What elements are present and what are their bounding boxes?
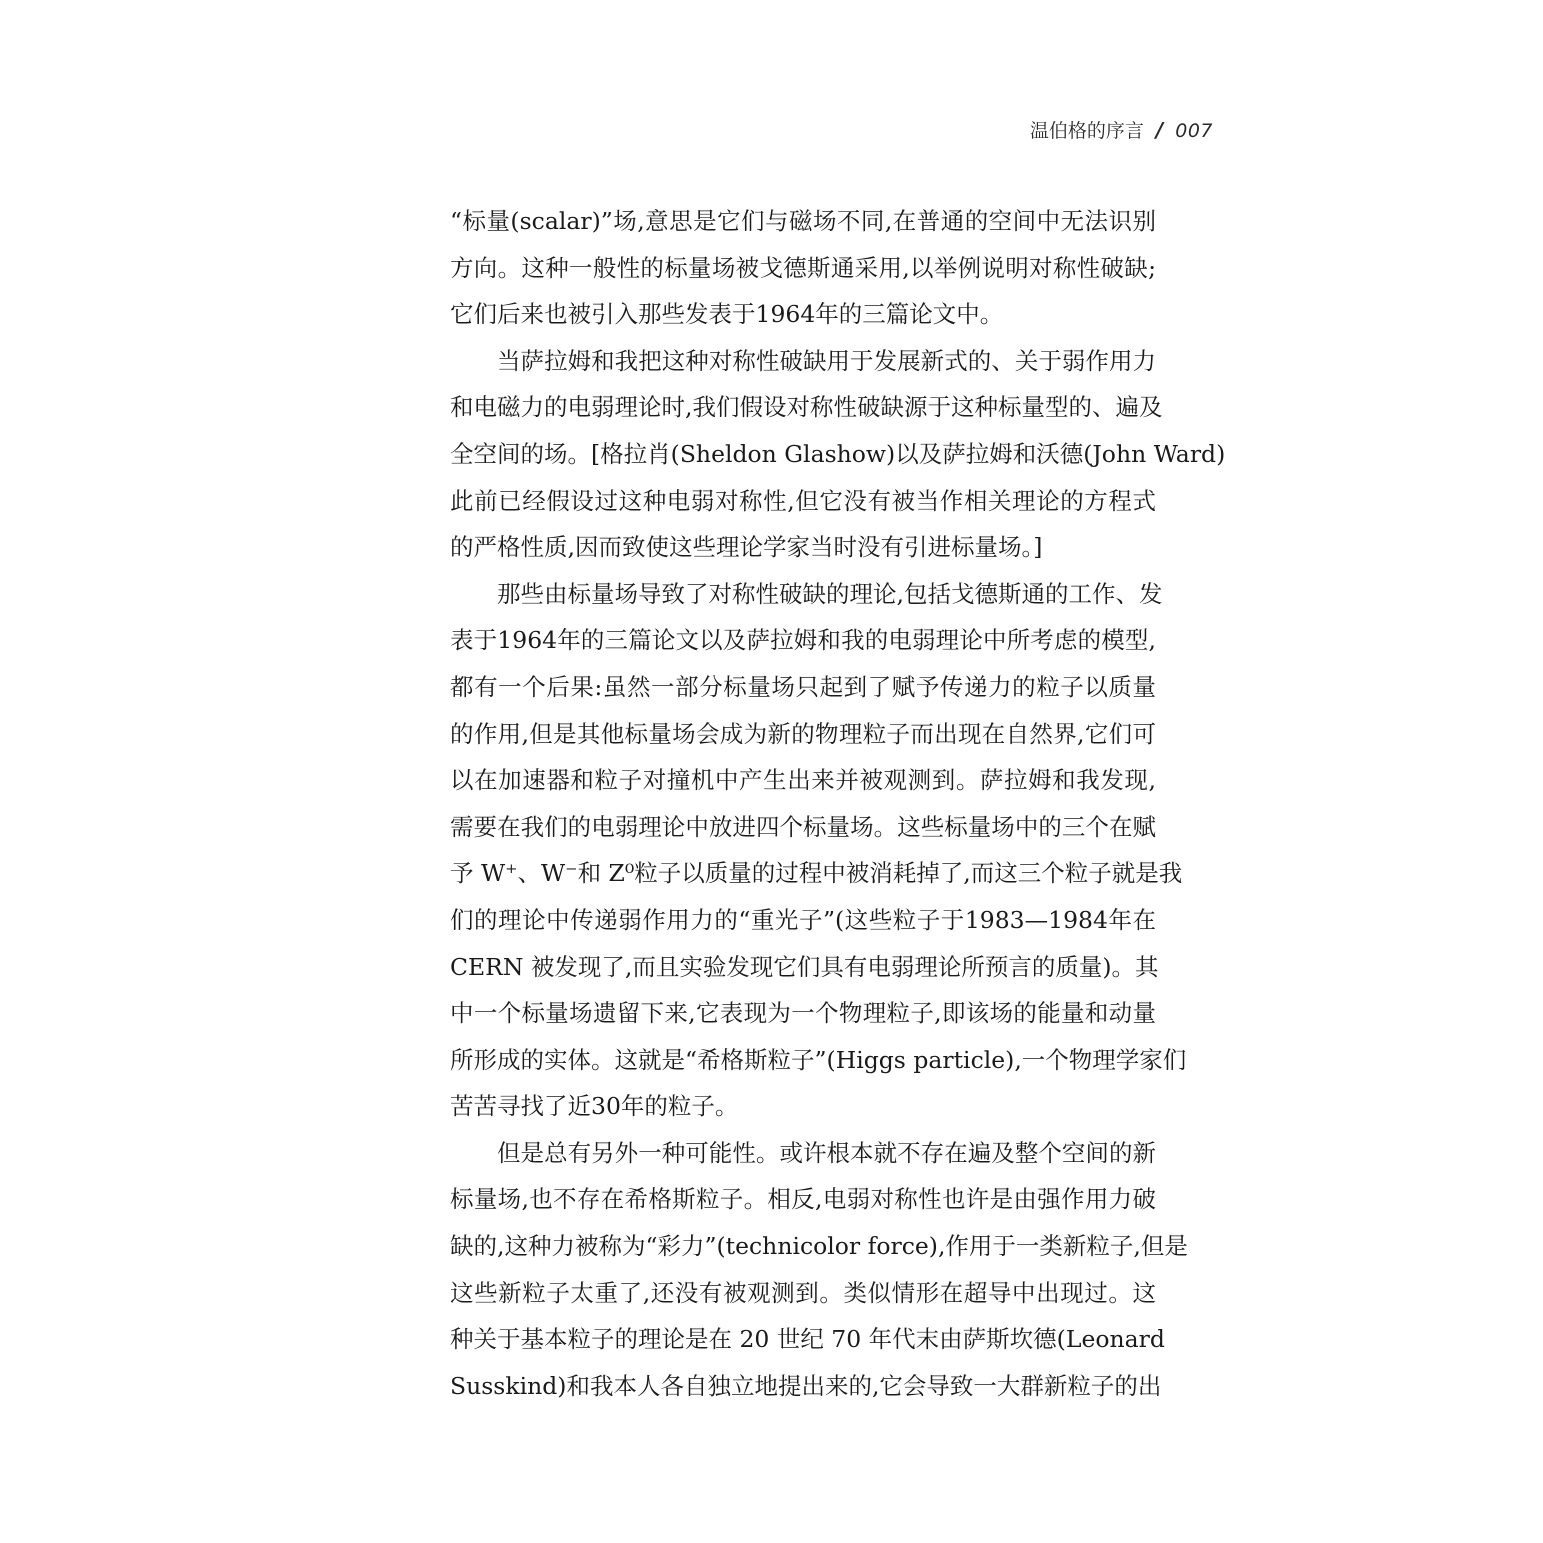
text-line: 全空间的场。[格拉肖(Sheldon Glashow)以及萨拉姆和沃德(John Ward): [450, 439, 1226, 468]
text-line: Susskind)和我本人各自独立地提出来的,它会导致一大群新粒子的出: [450, 1371, 1162, 1400]
text-line: 方向。这种一般性的标量场被戈德斯通采用,以举例说明对称性破缺;: [450, 253, 1156, 282]
paragraph: [450, 198, 1156, 338]
text-line: “标量(scalar)”场,意思是它们与磁场不同,在普通的空间中无法识别: [450, 207, 1156, 235]
text-line: 种关于基本粒子的理论是在 20 世纪 70 年代末由萨斯坎德(Leonard: [450, 1325, 1165, 1354]
text-line: 所形成的实体。这就是“希格斯粒子”(Higgs particle),一个物理学家们: [450, 1045, 1187, 1074]
text-line: 中一个标量场遗留下来,它表现为一个物理粒子,即该场的能量和动量: [450, 999, 1156, 1028]
text-line: 需要在我们的电弱理论中放进四个标量场。这些标量场中的三个在赋: [450, 812, 1156, 841]
text-line: 当萨拉姆和我把这种对称性破缺用于发展新式的、关于弱作用力: [497, 346, 1156, 375]
text-line: 和电磁力的电弱理论时,我们假设对称性破缺源于这种标量型的、遍及: [450, 393, 1163, 422]
paragraph: [450, 571, 1187, 1130]
paragraph: [450, 338, 1226, 571]
text-line: 表于1964年的三篇论文以及萨拉姆和我的电弱理论中所考虑的模型,: [450, 626, 1156, 655]
text-line: 它们后来也被引入那些发表于1964年的三篇论文中。: [450, 300, 1004, 329]
text-line: 都有一个后果:虽然一部分标量场只起到了赋予传递力的粒子以质量: [450, 672, 1156, 701]
text-line: 的严格性质,因而致使这些理论学家当时没有引进标量场。]: [450, 533, 1043, 562]
running-head: [1030, 116, 1213, 143]
text-line: 此前已经假设过这种电弱对称性,但它没有被当作相关理论的方程式: [450, 486, 1156, 515]
text-line: 缺的,这种力被称为“彩力”(technicolor force),作用于一类新粒子,但是: [450, 1232, 1188, 1261]
text-line: 这些新粒子太重了,还没有被观测到。类似情形在超导中出现过。这: [450, 1278, 1156, 1307]
header-separator: /: [1155, 118, 1164, 142]
text-line: 以在加速器和粒子对撞机中产生出来并被观测到。萨拉姆和我发现,: [450, 766, 1156, 795]
text-line: 予 W⁺、W⁻和 Z⁰粒子以质量的过程中被消耗掉了,而这三个粒子就是我: [450, 859, 1183, 888]
paragraph: [450, 1130, 1188, 1410]
text-line: 那些由标量场导致了对称性破缺的理论,包括戈德斯通的工作、发: [497, 579, 1163, 608]
page-number: 007: [1175, 120, 1213, 142]
text-line: CERN 被发现了,而且实验发现它们具有电弱理论所预言的质量)。其: [450, 952, 1159, 981]
chapter-title: 温伯格的序言: [1029, 120, 1144, 142]
text-line: 苦苦寻找了近30年的粒子。: [450, 1092, 739, 1121]
body-text: [450, 198, 1226, 1409]
text-line: 们的理论中传递弱作用力的“重光子”(这些粒子于1983—1984年在: [450, 905, 1156, 934]
text-line: 但是总有另外一种可能性。或许根本就不存在遍及整个空间的新: [497, 1138, 1156, 1167]
text-line: 的作用,但是其他标量场会成为新的物理粒子而出现在自然界,它们可: [450, 719, 1156, 748]
text-line: 标量场,也不存在希格斯粒子。相反,电弱对称性也许是由强作用力破: [450, 1185, 1156, 1214]
